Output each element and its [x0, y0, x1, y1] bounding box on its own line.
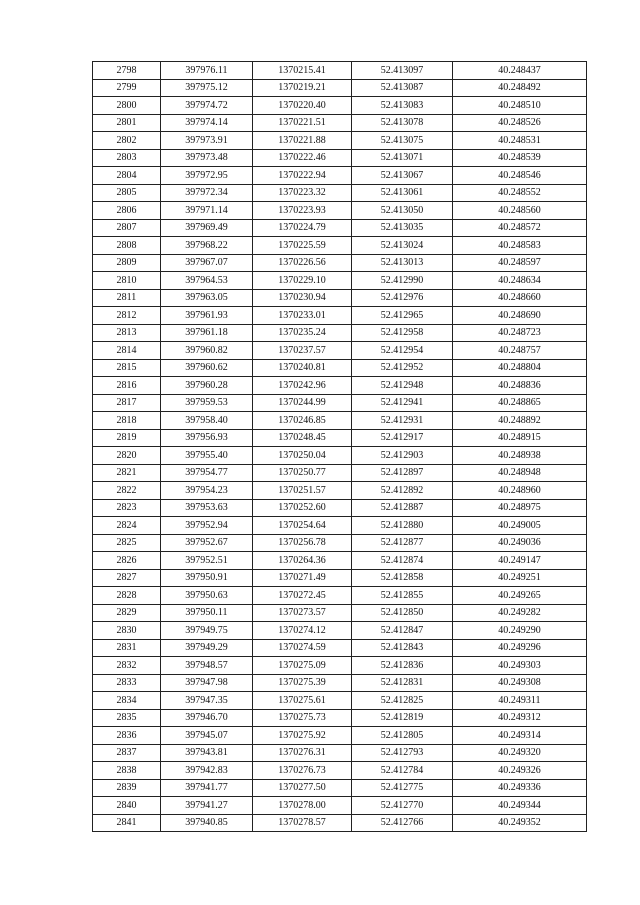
y-coordinate-cell: 1370220.40 [253, 97, 352, 115]
latitude-cell: 52.412897 [352, 464, 453, 482]
x-coordinate-cell: 397969.49 [161, 219, 253, 237]
latitude-cell: 52.412976 [352, 289, 453, 307]
longitude-cell: 40.248539 [453, 149, 587, 167]
longitude-cell: 40.248938 [453, 447, 587, 465]
x-coordinate-cell: 397947.35 [161, 692, 253, 710]
longitude-cell: 40.249308 [453, 674, 587, 692]
longitude-cell: 40.248757 [453, 342, 587, 360]
longitude-cell: 40.249344 [453, 797, 587, 815]
y-coordinate-cell: 1370251.57 [253, 482, 352, 500]
latitude-cell: 52.413061 [352, 184, 453, 202]
longitude-cell: 40.249303 [453, 657, 587, 675]
point-number-cell: 2833 [93, 674, 161, 692]
y-coordinate-cell: 1370221.51 [253, 114, 352, 132]
table-row [93, 62, 587, 80]
point-number-cell: 2812 [93, 307, 161, 325]
latitude-cell: 52.413024 [352, 237, 453, 255]
y-coordinate-cell: 1370278.00 [253, 797, 352, 815]
x-coordinate-cell: 397954.77 [161, 464, 253, 482]
y-coordinate-cell: 1370277.50 [253, 779, 352, 797]
x-coordinate-cell: 397967.07 [161, 254, 253, 272]
latitude-cell: 52.412819 [352, 709, 453, 727]
y-coordinate-cell: 1370225.59 [253, 237, 352, 255]
y-coordinate-cell: 1370271.49 [253, 569, 352, 587]
y-coordinate-cell: 1370246.85 [253, 412, 352, 430]
point-number-cell: 2808 [93, 237, 161, 255]
y-coordinate-cell: 1370233.01 [253, 307, 352, 325]
x-coordinate-cell: 397973.48 [161, 149, 253, 167]
point-number-cell: 2820 [93, 447, 161, 465]
latitude-cell: 52.412887 [352, 499, 453, 517]
latitude-cell: 52.412990 [352, 272, 453, 290]
point-number-cell: 2829 [93, 604, 161, 622]
table-row [93, 657, 587, 675]
longitude-cell: 40.249326 [453, 762, 587, 780]
point-number-cell: 2807 [93, 219, 161, 237]
latitude-cell: 52.413083 [352, 97, 453, 115]
longitude-cell: 40.249036 [453, 534, 587, 552]
y-coordinate-cell: 1370244.99 [253, 394, 352, 412]
x-coordinate-cell: 397949.29 [161, 639, 253, 657]
latitude-cell: 52.412770 [352, 797, 453, 815]
point-number-cell: 2838 [93, 762, 161, 780]
x-coordinate-cell: 397940.85 [161, 814, 253, 832]
x-coordinate-cell: 397956.93 [161, 429, 253, 447]
longitude-cell: 40.248723 [453, 324, 587, 342]
x-coordinate-cell: 397963.05 [161, 289, 253, 307]
point-number-cell: 2803 [93, 149, 161, 167]
longitude-cell: 40.248572 [453, 219, 587, 237]
point-number-cell: 2798 [93, 62, 161, 80]
coordinates-table [92, 61, 587, 832]
longitude-cell: 40.248510 [453, 97, 587, 115]
longitude-cell: 40.248437 [453, 62, 587, 80]
y-coordinate-cell: 1370275.09 [253, 657, 352, 675]
x-coordinate-cell: 397972.34 [161, 184, 253, 202]
x-coordinate-cell: 397950.11 [161, 604, 253, 622]
x-coordinate-cell: 397950.91 [161, 569, 253, 587]
x-coordinate-cell: 397971.14 [161, 202, 253, 220]
table-row [93, 482, 587, 500]
longitude-cell: 40.248526 [453, 114, 587, 132]
table-row [93, 272, 587, 290]
point-number-cell: 2804 [93, 167, 161, 185]
x-coordinate-cell: 397974.14 [161, 114, 253, 132]
y-coordinate-cell: 1370275.39 [253, 674, 352, 692]
table-row [93, 429, 587, 447]
table-row [93, 692, 587, 710]
y-coordinate-cell: 1370252.60 [253, 499, 352, 517]
table-row [93, 202, 587, 220]
point-number-cell: 2824 [93, 517, 161, 535]
longitude-cell: 40.249282 [453, 604, 587, 622]
table-row [93, 377, 587, 395]
latitude-cell: 52.412917 [352, 429, 453, 447]
point-number-cell: 2805 [93, 184, 161, 202]
table-row [93, 97, 587, 115]
table-row [93, 814, 587, 832]
table-row [93, 534, 587, 552]
latitude-cell: 52.412766 [352, 814, 453, 832]
y-coordinate-cell: 1370237.57 [253, 342, 352, 360]
y-coordinate-cell: 1370256.78 [253, 534, 352, 552]
latitude-cell: 52.412874 [352, 552, 453, 570]
longitude-cell: 40.248546 [453, 167, 587, 185]
table-row [93, 499, 587, 517]
y-coordinate-cell: 1370250.04 [253, 447, 352, 465]
x-coordinate-cell: 397955.40 [161, 447, 253, 465]
x-coordinate-cell: 397960.82 [161, 342, 253, 360]
table-row [93, 447, 587, 465]
x-coordinate-cell: 397958.40 [161, 412, 253, 430]
y-coordinate-cell: 1370242.96 [253, 377, 352, 395]
table-row [93, 342, 587, 360]
latitude-cell: 52.413087 [352, 79, 453, 97]
longitude-cell: 40.249147 [453, 552, 587, 570]
table-row [93, 289, 587, 307]
point-number-cell: 2827 [93, 569, 161, 587]
longitude-cell: 40.248492 [453, 79, 587, 97]
latitude-cell: 52.412836 [352, 657, 453, 675]
latitude-cell: 52.412931 [352, 412, 453, 430]
table-row [93, 149, 587, 167]
x-coordinate-cell: 397943.81 [161, 744, 253, 762]
x-coordinate-cell: 397949.75 [161, 622, 253, 640]
point-number-cell: 2813 [93, 324, 161, 342]
y-coordinate-cell: 1370278.57 [253, 814, 352, 832]
point-number-cell: 2816 [93, 377, 161, 395]
y-coordinate-cell: 1370275.92 [253, 727, 352, 745]
longitude-cell: 40.248597 [453, 254, 587, 272]
longitude-cell: 40.249314 [453, 727, 587, 745]
latitude-cell: 52.413035 [352, 219, 453, 237]
x-coordinate-cell: 397947.98 [161, 674, 253, 692]
x-coordinate-cell: 397972.95 [161, 167, 253, 185]
x-coordinate-cell: 397945.07 [161, 727, 253, 745]
y-coordinate-cell: 1370276.73 [253, 762, 352, 780]
latitude-cell: 52.412855 [352, 587, 453, 605]
latitude-cell: 52.412805 [352, 727, 453, 745]
y-coordinate-cell: 1370223.93 [253, 202, 352, 220]
longitude-cell: 40.248660 [453, 289, 587, 307]
longitude-cell: 40.249311 [453, 692, 587, 710]
latitude-cell: 52.413067 [352, 167, 453, 185]
longitude-cell: 40.249352 [453, 814, 587, 832]
table-row [93, 517, 587, 535]
longitude-cell: 40.248531 [453, 132, 587, 150]
latitude-cell: 52.412954 [352, 342, 453, 360]
latitude-cell: 52.413075 [352, 132, 453, 150]
table-row [93, 412, 587, 430]
x-coordinate-cell: 397961.18 [161, 324, 253, 342]
longitude-cell: 40.248836 [453, 377, 587, 395]
point-number-cell: 2802 [93, 132, 161, 150]
longitude-cell: 40.249336 [453, 779, 587, 797]
x-coordinate-cell: 397953.63 [161, 499, 253, 517]
point-number-cell: 2801 [93, 114, 161, 132]
x-coordinate-cell: 397946.70 [161, 709, 253, 727]
table-row [93, 464, 587, 482]
longitude-cell: 40.249005 [453, 517, 587, 535]
y-coordinate-cell: 1370240.81 [253, 359, 352, 377]
longitude-cell: 40.248892 [453, 412, 587, 430]
table-row [93, 114, 587, 132]
longitude-cell: 40.249290 [453, 622, 587, 640]
latitude-cell: 52.413013 [352, 254, 453, 272]
point-number-cell: 2800 [93, 97, 161, 115]
longitude-cell: 40.248960 [453, 482, 587, 500]
y-coordinate-cell: 1370250.77 [253, 464, 352, 482]
y-coordinate-cell: 1370248.45 [253, 429, 352, 447]
point-number-cell: 2834 [93, 692, 161, 710]
latitude-cell: 52.412850 [352, 604, 453, 622]
x-coordinate-cell: 397950.63 [161, 587, 253, 605]
longitude-cell: 40.249312 [453, 709, 587, 727]
y-coordinate-cell: 1370276.31 [253, 744, 352, 762]
latitude-cell: 52.413097 [352, 62, 453, 80]
x-coordinate-cell: 397960.28 [161, 377, 253, 395]
y-coordinate-cell: 1370224.79 [253, 219, 352, 237]
longitude-cell: 40.249296 [453, 639, 587, 657]
x-coordinate-cell: 397973.91 [161, 132, 253, 150]
longitude-cell: 40.248804 [453, 359, 587, 377]
x-coordinate-cell: 397961.93 [161, 307, 253, 325]
table-row [93, 762, 587, 780]
coordinates-table-body [93, 62, 587, 832]
y-coordinate-cell: 1370254.64 [253, 517, 352, 535]
latitude-cell: 52.412784 [352, 762, 453, 780]
latitude-cell: 52.412831 [352, 674, 453, 692]
table-row [93, 219, 587, 237]
latitude-cell: 52.412948 [352, 377, 453, 395]
table-row [93, 569, 587, 587]
point-number-cell: 2814 [93, 342, 161, 360]
latitude-cell: 52.412952 [352, 359, 453, 377]
x-coordinate-cell: 397975.12 [161, 79, 253, 97]
y-coordinate-cell: 1370273.57 [253, 604, 352, 622]
point-number-cell: 2839 [93, 779, 161, 797]
x-coordinate-cell: 397952.51 [161, 552, 253, 570]
table-row [93, 307, 587, 325]
longitude-cell: 40.248865 [453, 394, 587, 412]
y-coordinate-cell: 1370274.12 [253, 622, 352, 640]
table-row [93, 237, 587, 255]
table-row [93, 639, 587, 657]
x-coordinate-cell: 397941.77 [161, 779, 253, 797]
x-coordinate-cell: 397974.72 [161, 97, 253, 115]
point-number-cell: 2823 [93, 499, 161, 517]
point-number-cell: 2826 [93, 552, 161, 570]
latitude-cell: 52.412880 [352, 517, 453, 535]
latitude-cell: 52.412941 [352, 394, 453, 412]
point-number-cell: 2799 [93, 79, 161, 97]
point-number-cell: 2806 [93, 202, 161, 220]
table-row [93, 797, 587, 815]
x-coordinate-cell: 397968.22 [161, 237, 253, 255]
latitude-cell: 52.412892 [352, 482, 453, 500]
point-number-cell: 2836 [93, 727, 161, 745]
x-coordinate-cell: 397964.53 [161, 272, 253, 290]
table-row [93, 744, 587, 762]
y-coordinate-cell: 1370222.94 [253, 167, 352, 185]
latitude-cell: 52.412793 [352, 744, 453, 762]
x-coordinate-cell: 397952.67 [161, 534, 253, 552]
point-number-cell: 2831 [93, 639, 161, 657]
latitude-cell: 52.413071 [352, 149, 453, 167]
table-row [93, 254, 587, 272]
y-coordinate-cell: 1370274.59 [253, 639, 352, 657]
point-number-cell: 2841 [93, 814, 161, 832]
x-coordinate-cell: 397960.62 [161, 359, 253, 377]
x-coordinate-cell: 397948.57 [161, 657, 253, 675]
table-row [93, 779, 587, 797]
x-coordinate-cell: 397952.94 [161, 517, 253, 535]
point-number-cell: 2819 [93, 429, 161, 447]
y-coordinate-cell: 1370226.56 [253, 254, 352, 272]
latitude-cell: 52.412965 [352, 307, 453, 325]
point-number-cell: 2809 [93, 254, 161, 272]
latitude-cell: 52.413078 [352, 114, 453, 132]
point-number-cell: 2840 [93, 797, 161, 815]
latitude-cell: 52.412903 [352, 447, 453, 465]
table-row [93, 709, 587, 727]
table-row [93, 674, 587, 692]
longitude-cell: 40.248948 [453, 464, 587, 482]
y-coordinate-cell: 1370219.21 [253, 79, 352, 97]
point-number-cell: 2828 [93, 587, 161, 605]
latitude-cell: 52.412843 [352, 639, 453, 657]
x-coordinate-cell: 397976.11 [161, 62, 253, 80]
table-row [93, 132, 587, 150]
y-coordinate-cell: 1370275.73 [253, 709, 352, 727]
table-row [93, 359, 587, 377]
longitude-cell: 40.248634 [453, 272, 587, 290]
longitude-cell: 40.249320 [453, 744, 587, 762]
y-coordinate-cell: 1370275.61 [253, 692, 352, 710]
point-number-cell: 2821 [93, 464, 161, 482]
longitude-cell: 40.248583 [453, 237, 587, 255]
latitude-cell: 52.413050 [352, 202, 453, 220]
point-number-cell: 2830 [93, 622, 161, 640]
y-coordinate-cell: 1370272.45 [253, 587, 352, 605]
y-coordinate-cell: 1370229.10 [253, 272, 352, 290]
longitude-cell: 40.249251 [453, 569, 587, 587]
longitude-cell: 40.248915 [453, 429, 587, 447]
point-number-cell: 2815 [93, 359, 161, 377]
point-number-cell: 2822 [93, 482, 161, 500]
latitude-cell: 52.412847 [352, 622, 453, 640]
longitude-cell: 40.248560 [453, 202, 587, 220]
point-number-cell: 2837 [93, 744, 161, 762]
x-coordinate-cell: 397959.53 [161, 394, 253, 412]
longitude-cell: 40.248975 [453, 499, 587, 517]
x-coordinate-cell: 397942.83 [161, 762, 253, 780]
latitude-cell: 52.412825 [352, 692, 453, 710]
point-number-cell: 2817 [93, 394, 161, 412]
point-number-cell: 2835 [93, 709, 161, 727]
table-row [93, 587, 587, 605]
y-coordinate-cell: 1370264.36 [253, 552, 352, 570]
point-number-cell: 2832 [93, 657, 161, 675]
point-number-cell: 2811 [93, 289, 161, 307]
y-coordinate-cell: 1370230.94 [253, 289, 352, 307]
longitude-cell: 40.248552 [453, 184, 587, 202]
longitude-cell: 40.248690 [453, 307, 587, 325]
table-row [93, 394, 587, 412]
point-number-cell: 2810 [93, 272, 161, 290]
y-coordinate-cell: 1370221.88 [253, 132, 352, 150]
table-row [93, 79, 587, 97]
y-coordinate-cell: 1370223.32 [253, 184, 352, 202]
table-row [93, 604, 587, 622]
table-row [93, 727, 587, 745]
table-row [93, 184, 587, 202]
longitude-cell: 40.249265 [453, 587, 587, 605]
y-coordinate-cell: 1370235.24 [253, 324, 352, 342]
latitude-cell: 52.412877 [352, 534, 453, 552]
table-row [93, 622, 587, 640]
latitude-cell: 52.412775 [352, 779, 453, 797]
x-coordinate-cell: 397954.23 [161, 482, 253, 500]
y-coordinate-cell: 1370222.46 [253, 149, 352, 167]
table-row [93, 552, 587, 570]
latitude-cell: 52.412858 [352, 569, 453, 587]
x-coordinate-cell: 397941.27 [161, 797, 253, 815]
y-coordinate-cell: 1370215.41 [253, 62, 352, 80]
table-row [93, 167, 587, 185]
point-number-cell: 2825 [93, 534, 161, 552]
latitude-cell: 52.412958 [352, 324, 453, 342]
point-number-cell: 2818 [93, 412, 161, 430]
table-row [93, 324, 587, 342]
